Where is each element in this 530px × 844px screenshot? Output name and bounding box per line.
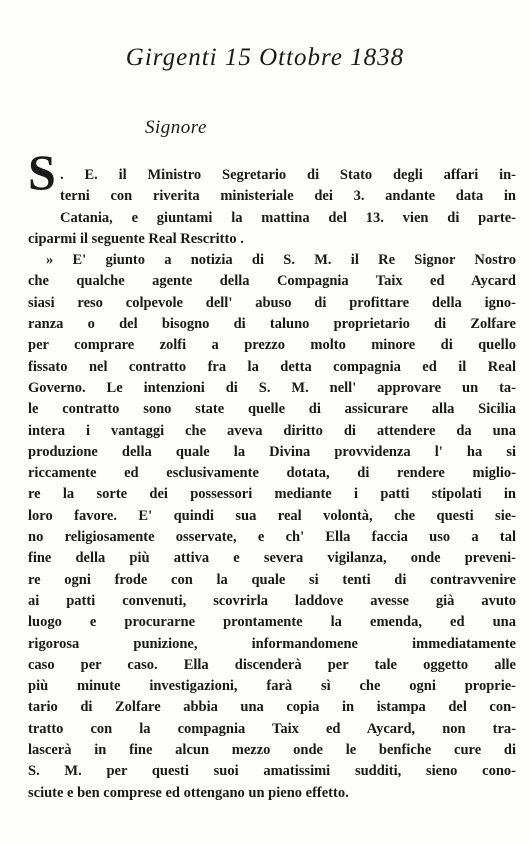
text-line: ai patti convenuti, scovrirla laddove avesse già avuto <box>28 592 516 609</box>
text-line: che qualche agente della Compagnia Taix ed Aycard <box>28 273 516 290</box>
text-line: sciute e ben comprese ed ottengano un pieno effetto. <box>28 784 349 801</box>
text-line: loro favore. E' quindi sua real volontà, che questi sie- <box>28 507 516 524</box>
text-line: no religiosamente osservate, e ch' Ella faccia uso a tal <box>28 529 516 546</box>
text-line: lascerà in fine alcun mezzo onde le benfiche cure di <box>28 742 516 759</box>
text-line: re la sorte dei possessori mediante i patti stipolati in <box>28 486 516 503</box>
text-line: intera i vantaggi che aveva diritto di attendere da una <box>28 422 516 439</box>
text-line: S. M. per questi suoi amatissimi sudditi, sieno cono- <box>28 763 516 780</box>
text-line: produzione della quale la Divina provvidenza l' ha si <box>28 443 516 460</box>
text-line: caso per caso. Ella discenderà per tale oggetto alle <box>28 656 516 673</box>
text-line: luogo e procurarne prontamente la emenda, ed una <box>28 614 516 631</box>
drop-cap: S <box>28 144 56 200</box>
text-line: le contratto sono state quelle di assicurare alla Sicilia <box>28 401 516 418</box>
text-line: tratto con la compagnia Taix ed Aycard, non tra- <box>28 720 516 737</box>
text-line: tario di Zolfare abbia una copia in istampa del con- <box>28 699 516 716</box>
body-text <box>28 165 516 804</box>
text-line: fissato nel contratto fra la detta compagnia ed il Real <box>28 358 516 375</box>
text-line: siasi reso colpevole dell' abuso di profittare della igno- <box>28 294 516 311</box>
text-line: rigorosa punizione, informandomene immediatamente <box>28 635 516 652</box>
text-line: re ogni frode con la quale si tenti di contravvenire <box>28 571 516 588</box>
text-line: per comprare zolfi a prezzo molto minore di quello <box>28 337 516 354</box>
text-line: fine della più attiva e severa vigilanza, onde preveni- <box>28 550 516 567</box>
text-line: terni con riverita ministeriale dei 3. andante data in <box>60 188 516 205</box>
dateline: Girgenti 15 Ottobre 1838 <box>125 44 405 71</box>
text-line: ciparmi il seguente Real Rescritto . <box>28 230 244 247</box>
text-line: Governo. Le intenzioni di S. M. nell' approvare un ta- <box>28 379 516 396</box>
salutation: Signore <box>145 117 207 138</box>
text-line: » E' giunto a notizia di S. M. il Re Signor Nostro <box>46 252 516 269</box>
text-line: riccamente ed esclusivamente dotata, di rendere miglio- <box>28 465 516 482</box>
text-line: più minute investigazioni, farà sì che ogni proprie- <box>28 678 516 695</box>
text-line: Catania, e giuntami la mattina del 13. vien di parte- <box>60 209 516 226</box>
text-line: ranza o del bisogno di taluno proprietario di Zolfare <box>28 316 516 333</box>
text-line: . E. il Ministro Segretario di Stato degli affari in- <box>60 167 516 183</box>
